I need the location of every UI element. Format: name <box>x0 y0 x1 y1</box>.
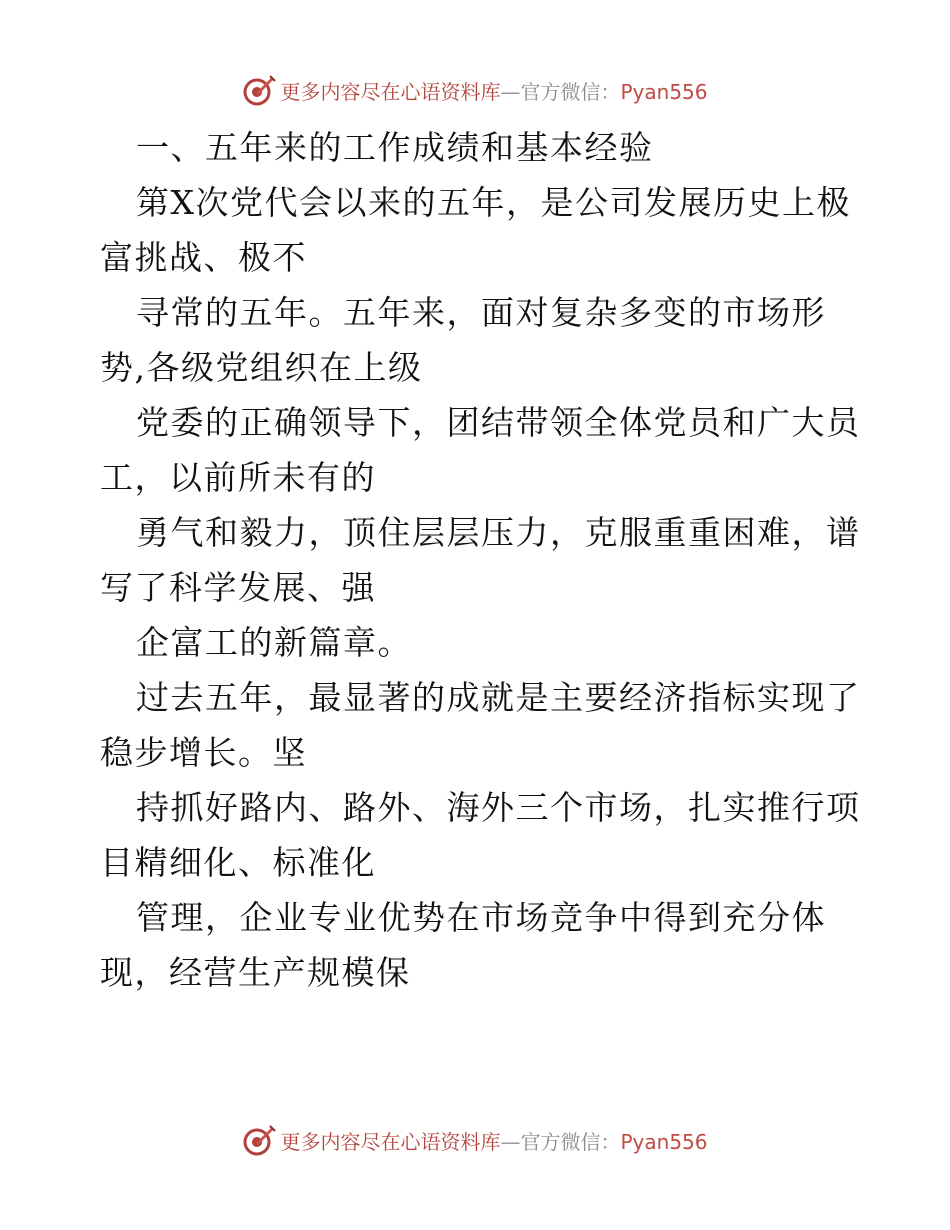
header-watermark <box>0 70 950 110</box>
text-line: 企富工的新篇章。 <box>136 623 412 662</box>
pen-logo-icon <box>242 1123 276 1157</box>
text-line: 寻常的五年。五年来，面对复杂多变的市场形 <box>136 293 826 332</box>
text-line: 写了科学发展、强 <box>100 568 376 607</box>
text-line: 一、五年来的工作成绩和基本经验 <box>136 128 654 167</box>
watermark-label: 官方微信： <box>520 79 621 104</box>
text-line: 现，经营生产规模保 <box>100 953 411 992</box>
text-line: 勇气和毅力，顶住层层压力，克服重重困难，谱 <box>136 513 861 552</box>
watermark-dash: — <box>500 1129 521 1154</box>
text-line: 富挑战、极不 <box>100 238 307 277</box>
watermark-site: 更多内容尽在心语资料库 <box>280 1129 501 1154</box>
text-line: 稳步增长。坚 <box>100 733 307 772</box>
text-line: 持抓好路内、路外、海外三个市场，扎实推行项 <box>136 788 861 827</box>
text-line: 管理，企业专业优势在市场竞争中得到充分体 <box>136 898 826 937</box>
text-line: 势,各级党组织在上级 <box>100 348 423 387</box>
text-line: 过去五年，最显著的成就是主要经济指标实现了 <box>136 678 861 717</box>
document-body <box>100 120 860 1000</box>
text-line: 目精细化、标准化 <box>100 843 376 882</box>
text-line: 党委的正确领导下，团结带领全体党员和广大员 <box>136 403 861 442</box>
watermark-label: 官方微信： <box>520 1129 621 1154</box>
watermark-text <box>280 1126 707 1155</box>
pen-logo-icon <box>242 73 276 107</box>
watermark-site: 更多内容尽在心语资料库 <box>280 79 501 104</box>
text-line: 工，以前所未有的 <box>100 458 376 497</box>
watermark-dash: — <box>500 79 521 104</box>
footer-watermark <box>0 1120 950 1160</box>
watermark-wechat-id: Pyan556 <box>620 1129 708 1154</box>
watermark-wechat-id: Pyan556 <box>620 79 708 104</box>
watermark-text <box>280 76 707 105</box>
text-line: 第X次党代会以来的五年，是公司发展历史上极 <box>136 183 851 222</box>
